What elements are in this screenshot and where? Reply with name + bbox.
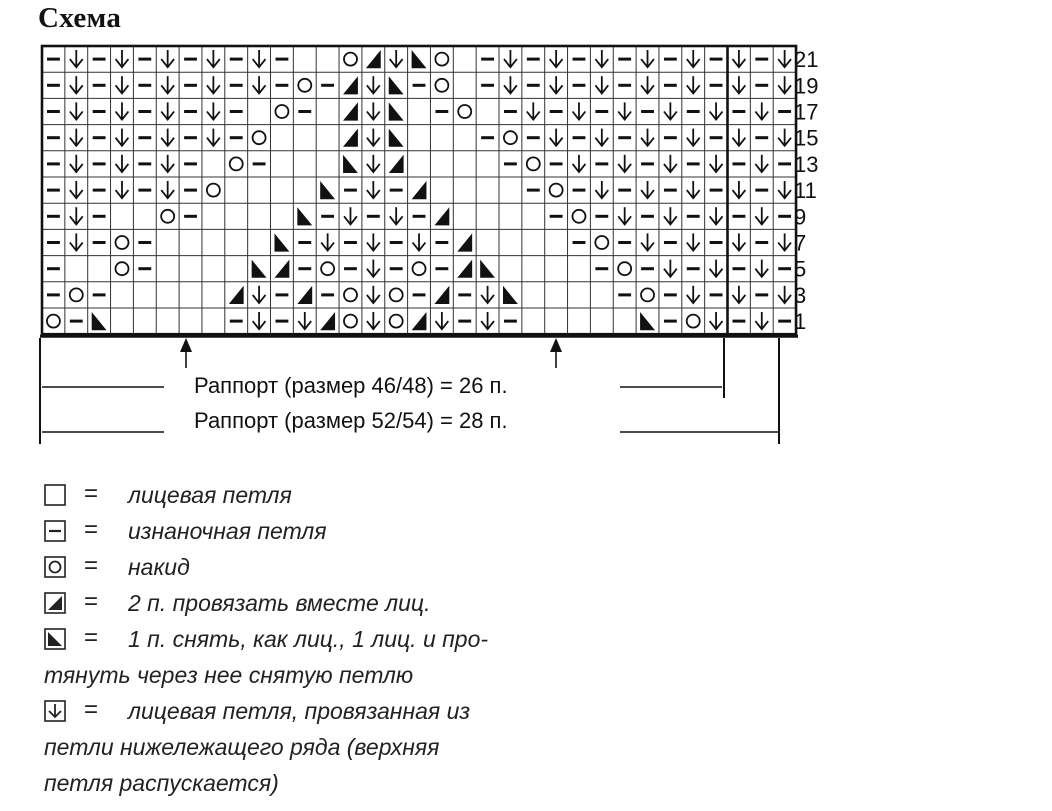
knit-below-symbol	[207, 129, 220, 146]
ssk-symbol	[389, 102, 404, 120]
legend-equals: =	[84, 480, 99, 507]
row-number: 13	[794, 151, 819, 177]
ssk-symbol	[389, 76, 404, 94]
knit-below-symbol	[253, 76, 266, 93]
knit-below-symbol	[70, 233, 83, 250]
ssk-icon	[44, 628, 66, 650]
row-number: 3	[794, 282, 807, 308]
k2tog-symbol	[343, 102, 358, 120]
legend-equals: =	[84, 696, 99, 723]
knit-below-symbol	[755, 155, 768, 172]
knit-below-symbol	[253, 312, 266, 329]
knit-below-symbol	[116, 102, 129, 119]
legend-equals: =	[84, 552, 99, 579]
yarn-over-symbol	[618, 262, 631, 275]
legend-item-knit-below-continued-2	[42, 766, 602, 802]
knit-below-symbol	[687, 181, 700, 198]
k2tog-symbol	[457, 260, 472, 278]
knit-below-symbol	[70, 207, 83, 224]
yarn-over-symbol	[687, 315, 700, 328]
knit-below-symbol	[116, 129, 129, 146]
legend-item-ssk-continued	[42, 658, 602, 694]
yarn-over-icon	[44, 556, 66, 578]
knit-below-symbol	[755, 260, 768, 277]
k2tog-symbol	[275, 260, 290, 278]
rapport-start-arrow-head	[180, 338, 192, 352]
ssk-symbol	[343, 155, 358, 173]
knit-below-symbol	[70, 76, 83, 93]
knit-below-symbol	[733, 286, 746, 303]
knit-below-symbol	[710, 312, 723, 329]
k2tog-symbol	[412, 312, 427, 330]
legend-item-knit	[42, 478, 602, 514]
ssk-symbol	[640, 312, 655, 330]
legend-text-continued: петля распускается)	[44, 770, 279, 796]
legend	[42, 478, 602, 802]
rapport-line-2: Раппорт (размер 52/54) = 28 п.	[194, 408, 508, 433]
purl-stitch-icon	[44, 520, 66, 542]
knit-below-symbol	[70, 102, 83, 119]
legend-text: 2 п. провязать вместе лиц.	[128, 590, 431, 616]
k2tog-symbol	[434, 286, 449, 304]
yarn-over-symbol	[504, 131, 517, 144]
yarn-over-symbol	[344, 288, 357, 301]
row-number: 1	[794, 309, 807, 335]
knit-below-symbol	[161, 181, 174, 198]
yarn-over-symbol	[321, 262, 334, 275]
knit-below-symbol	[778, 76, 791, 93]
knit-below-symbol	[710, 102, 723, 119]
knit-below-symbol	[367, 260, 380, 277]
k2tog-symbol	[412, 181, 427, 199]
knit-below-symbol	[390, 207, 403, 224]
ssk-symbol	[252, 260, 267, 278]
yarn-over-symbol	[253, 131, 266, 144]
knit-below-symbol	[687, 129, 700, 146]
knit-below-symbol	[367, 181, 380, 198]
yarn-over-symbol	[641, 288, 654, 301]
knit-below-symbol	[733, 50, 746, 67]
knit-below-symbol	[641, 129, 654, 146]
knit-below-symbol	[344, 207, 357, 224]
knit-below-symbol	[367, 129, 380, 146]
knit-below-arrow-icon	[44, 700, 66, 722]
legend-item-yarn-over	[42, 550, 602, 586]
knit-stitch-icon	[44, 484, 66, 506]
knit-below-symbol	[664, 207, 677, 224]
knit-below-symbol	[207, 102, 220, 119]
knit-below-symbol	[367, 286, 380, 303]
knit-below-symbol	[733, 76, 746, 93]
ssk-symbol	[320, 181, 335, 199]
row-number: 17	[794, 99, 819, 125]
knit-below-symbol	[641, 233, 654, 250]
knit-below-symbol	[733, 181, 746, 198]
knit-below-symbol	[367, 312, 380, 329]
knit-below-symbol	[481, 286, 494, 303]
row-number: 7	[794, 230, 807, 256]
legend-text: изнаночная петля	[128, 518, 327, 544]
knit-below-symbol	[755, 102, 768, 119]
knit-below-symbol	[161, 50, 174, 67]
yarn-over-symbol	[344, 315, 357, 328]
knit-below-symbol	[550, 50, 563, 67]
knit-below-symbol	[161, 76, 174, 93]
knit-below-symbol	[618, 155, 631, 172]
k2tog-symbol	[343, 129, 358, 147]
knit-below-symbol	[778, 233, 791, 250]
k2tog-icon	[44, 592, 66, 614]
knit-below-symbol	[687, 233, 700, 250]
yarn-over-symbol	[115, 236, 128, 249]
knit-below-symbol	[161, 102, 174, 119]
k2tog-symbol	[343, 76, 358, 94]
knit-below-symbol	[253, 50, 266, 67]
yarn-over-symbol	[413, 262, 426, 275]
yarn-over-symbol	[458, 105, 471, 118]
yarn-over-symbol	[344, 53, 357, 66]
knit-below-symbol	[161, 129, 174, 146]
yarn-over-symbol	[115, 262, 128, 275]
knit-below-symbol	[70, 50, 83, 67]
knit-below-symbol	[687, 286, 700, 303]
knit-below-symbol	[116, 76, 129, 93]
knit-below-symbol	[161, 155, 174, 172]
chart-symbols	[47, 50, 791, 330]
knit-below-symbol	[504, 76, 517, 93]
legend-equals: =	[84, 516, 99, 543]
knit-below-symbol	[733, 233, 746, 250]
knit-below-symbol	[527, 102, 540, 119]
knit-below-symbol	[116, 50, 129, 67]
k2tog-symbol	[229, 286, 244, 304]
yarn-over-symbol	[298, 79, 311, 92]
knit-below-symbol	[70, 129, 83, 146]
yarn-over-symbol	[435, 53, 448, 66]
knit-below-symbol	[664, 260, 677, 277]
knit-below-symbol	[595, 50, 608, 67]
yarn-over-symbol	[275, 105, 288, 118]
ssk-symbol	[297, 207, 312, 225]
knit-below-symbol	[664, 102, 677, 119]
knit-below-symbol	[778, 129, 791, 146]
knit-below-symbol	[481, 312, 494, 329]
knit-below-symbol	[641, 181, 654, 198]
knit-below-symbol	[733, 129, 746, 146]
legend-text: накид	[128, 554, 190, 580]
knit-below-symbol	[70, 181, 83, 198]
knit-below-symbol	[367, 76, 380, 93]
yarn-over-symbol	[70, 288, 83, 301]
knit-below-symbol	[321, 233, 334, 250]
knit-below-symbol	[504, 50, 517, 67]
knit-below-symbol	[70, 155, 83, 172]
knit-below-symbol	[116, 155, 129, 172]
knit-below-symbol	[390, 50, 403, 67]
rapport-mid-arrow-head	[550, 338, 562, 352]
ssk-symbol	[389, 129, 404, 147]
knit-below-symbol	[116, 181, 129, 198]
ssk-symbol	[275, 233, 290, 251]
row-number: 9	[794, 204, 807, 230]
k2tog-symbol	[457, 233, 472, 251]
knit-below-symbol	[595, 76, 608, 93]
knit-below-symbol	[687, 76, 700, 93]
legend-equals: =	[84, 588, 99, 615]
legend-text: лицевая петля	[128, 482, 292, 508]
legend-item-knit-below-continued	[42, 730, 602, 766]
k2tog-symbol	[366, 50, 381, 68]
knit-below-symbol	[573, 102, 586, 119]
knit-below-symbol	[710, 260, 723, 277]
k2tog-symbol	[389, 155, 404, 173]
knit-below-symbol	[641, 76, 654, 93]
knit-below-symbol	[778, 181, 791, 198]
row-number: 15	[794, 125, 819, 151]
legend-item-purl	[42, 514, 602, 550]
knit-below-symbol	[595, 181, 608, 198]
yarn-over-symbol	[390, 315, 403, 328]
knit-below-symbol	[778, 50, 791, 67]
yarn-over-symbol	[435, 79, 448, 92]
knit-below-symbol	[641, 50, 654, 67]
yarn-over-symbol	[595, 236, 608, 249]
legend-equals: =	[84, 624, 99, 651]
row-number: 21	[794, 47, 819, 73]
k2tog-symbol	[320, 312, 335, 330]
knit-below-symbol	[253, 286, 266, 303]
yarn-over-symbol	[572, 210, 585, 223]
knit-below-symbol	[664, 155, 677, 172]
yarn-over-symbol	[47, 315, 60, 328]
row-number: 19	[794, 73, 819, 99]
ssk-symbol	[412, 50, 427, 68]
legend-item-k2tog	[42, 586, 602, 622]
chart-title: Схема	[38, 2, 122, 34]
legend-text: лицевая петля, провязанная из	[128, 698, 471, 724]
yarn-over-symbol	[550, 184, 563, 197]
knit-below-symbol	[207, 76, 220, 93]
ssk-symbol	[480, 260, 495, 278]
rapport-area	[40, 338, 779, 444]
yarn-over-symbol	[527, 157, 540, 170]
yarn-over-symbol	[230, 157, 243, 170]
knit-below-symbol	[367, 233, 380, 250]
knit-below-symbol	[573, 155, 586, 172]
yarn-over-symbol	[161, 210, 174, 223]
legend-item-knit-below	[42, 694, 602, 730]
legend-text-continued: тянуть через нее снятую петлю	[44, 662, 414, 688]
row-number: 5	[794, 256, 807, 282]
knit-below-symbol	[413, 233, 426, 250]
knit-below-symbol	[710, 155, 723, 172]
knit-below-symbol	[755, 207, 768, 224]
knit-below-symbol	[710, 207, 723, 224]
yarn-over-symbol	[390, 288, 403, 301]
knit-below-symbol	[207, 50, 220, 67]
rapport-line-1: Раппорт (размер 46/48) = 26 п.	[194, 373, 508, 398]
knit-below-symbol	[550, 76, 563, 93]
knit-below-symbol	[435, 312, 448, 329]
knit-below-symbol	[595, 129, 608, 146]
knit-below-symbol	[618, 207, 631, 224]
k2tog-symbol	[297, 286, 312, 304]
grid-border	[42, 46, 796, 334]
legend-item-ssk	[42, 622, 602, 658]
legend-text-continued: петли нижележащего ряда (верхняя	[44, 734, 440, 760]
knit-below-symbol	[367, 155, 380, 172]
row-number-labels	[794, 47, 818, 334]
knit-below-symbol	[755, 312, 768, 329]
knit-below-symbol	[618, 102, 631, 119]
knit-below-symbol	[367, 102, 380, 119]
ssk-symbol	[503, 286, 518, 304]
knit-below-symbol	[687, 50, 700, 67]
knit-below-symbol	[550, 129, 563, 146]
ssk-symbol	[92, 312, 107, 330]
legend-text: 1 п. снять, как лиц., 1 лиц. и про-	[128, 626, 489, 652]
row-number: 11	[794, 178, 817, 204]
knit-below-symbol	[298, 312, 311, 329]
yarn-over-symbol	[207, 184, 220, 197]
knit-below-symbol	[778, 286, 791, 303]
k2tog-symbol	[434, 207, 449, 225]
